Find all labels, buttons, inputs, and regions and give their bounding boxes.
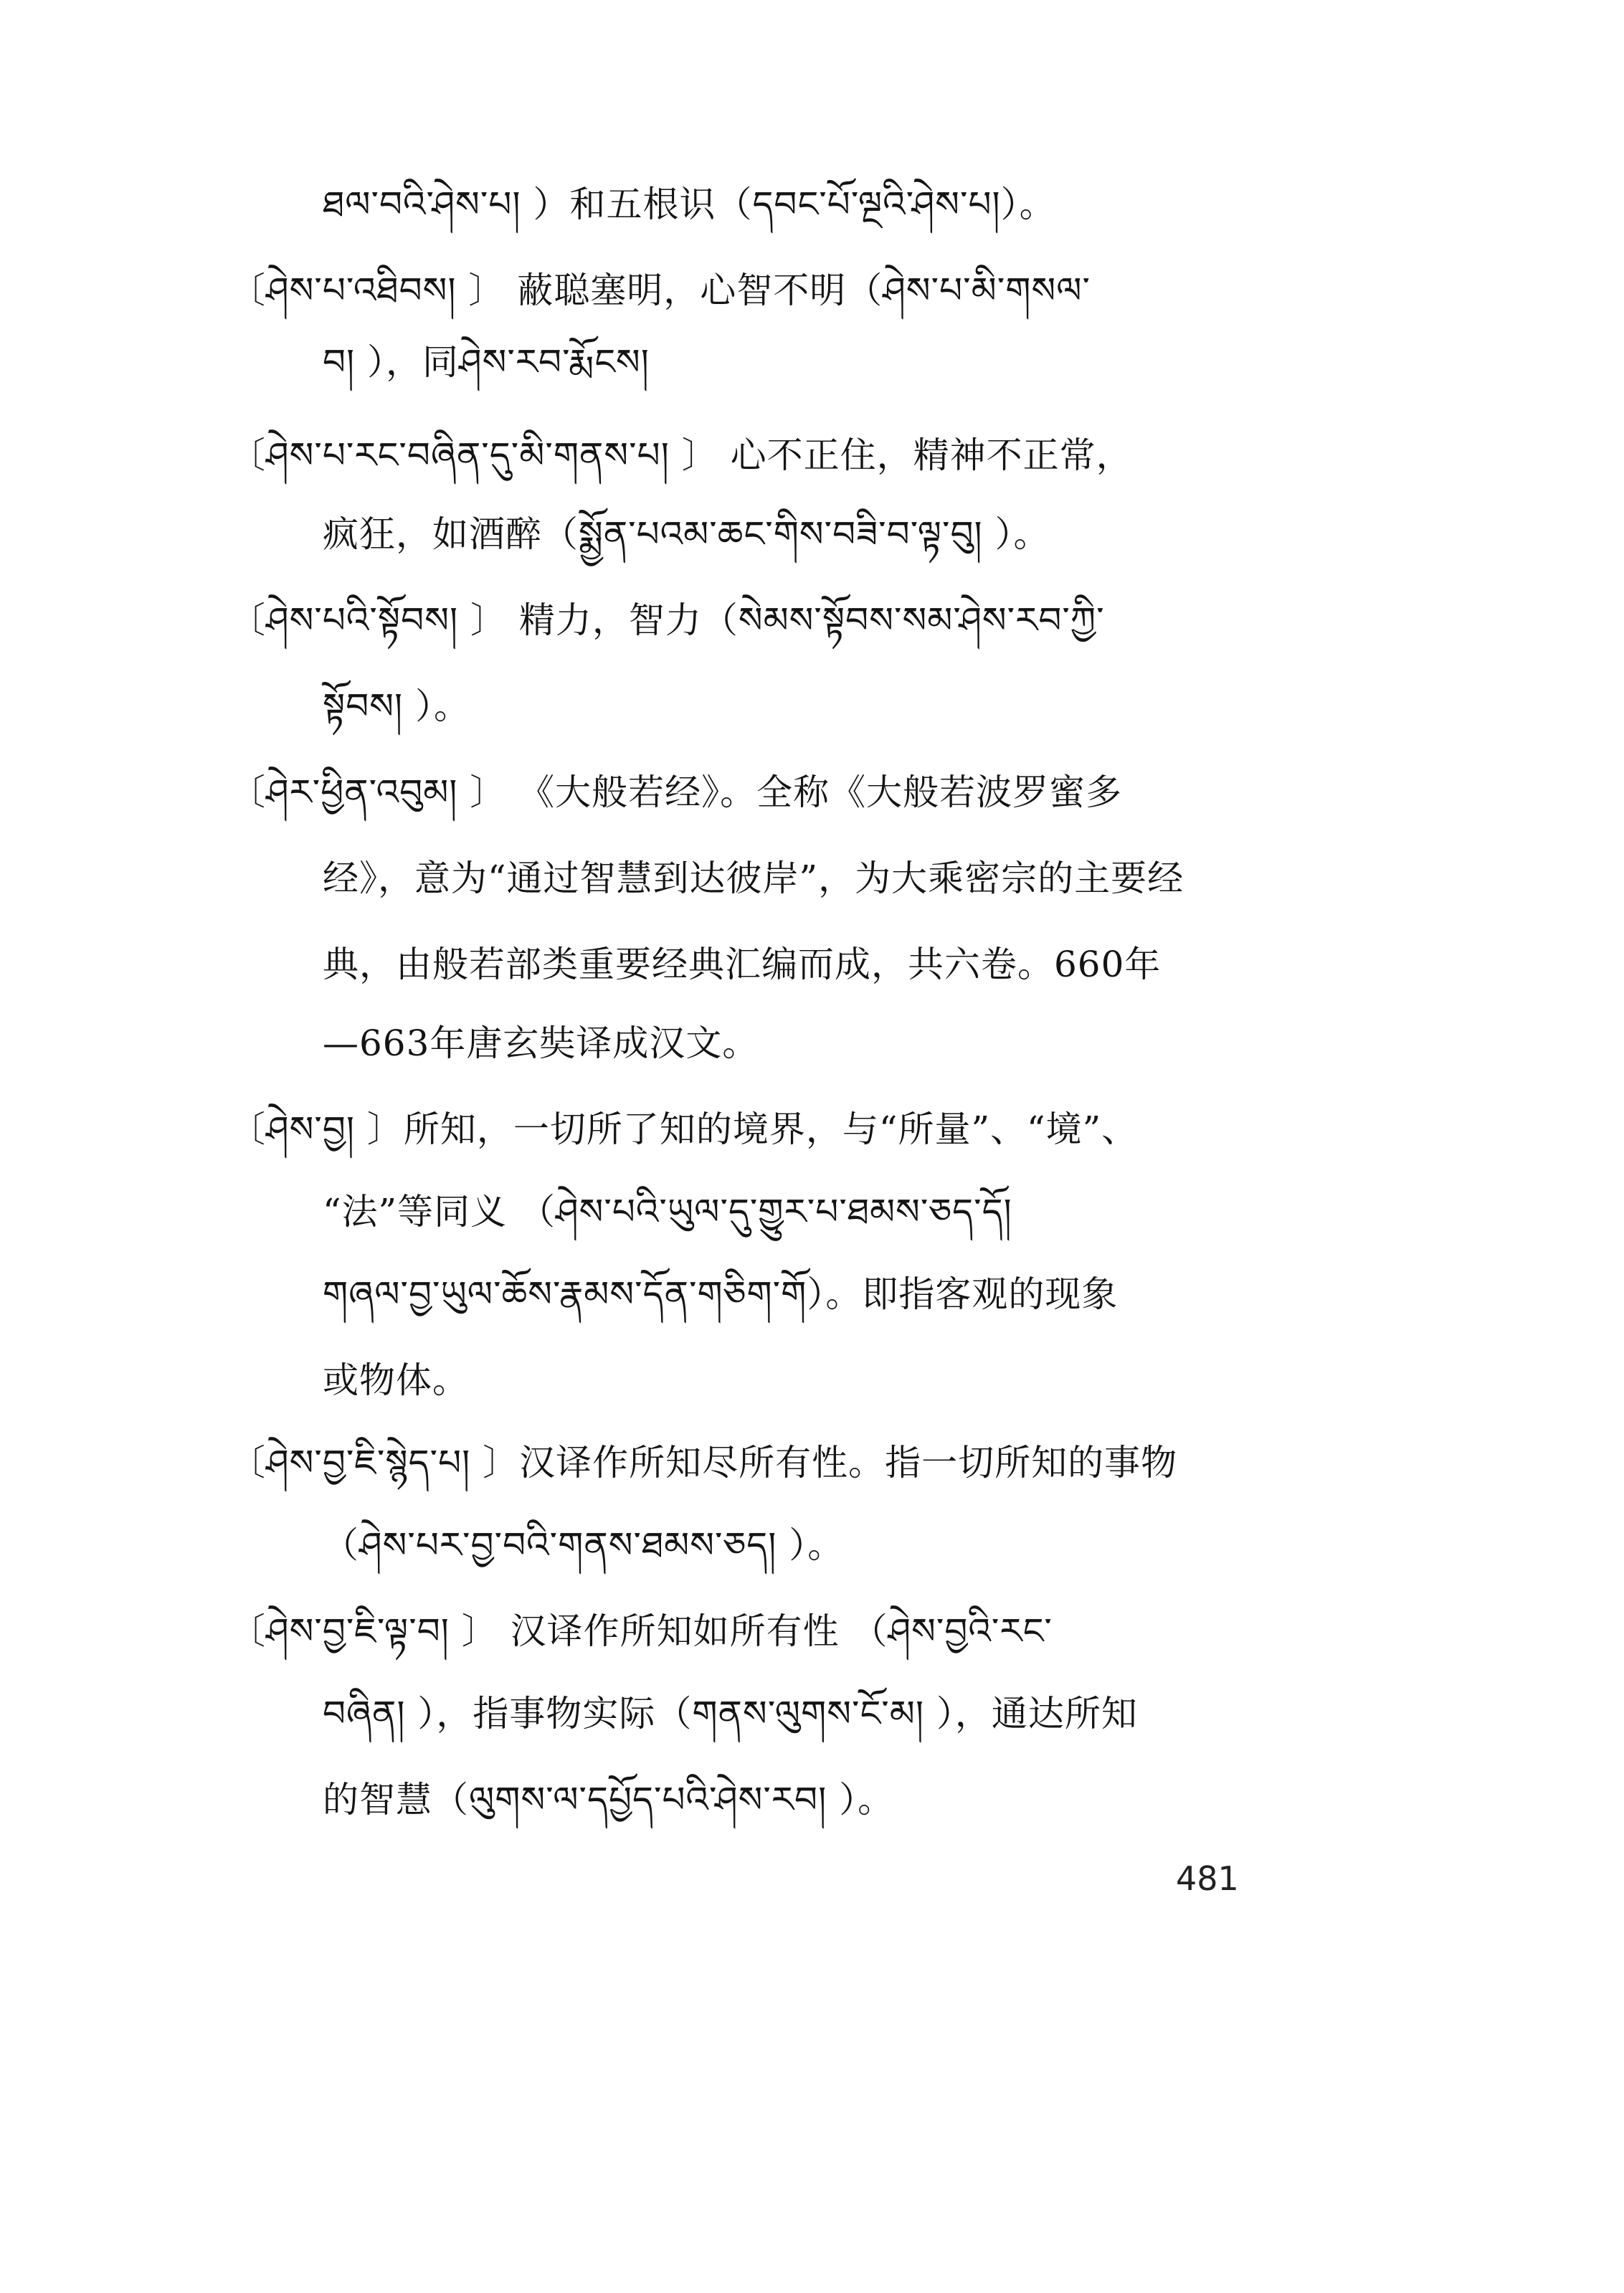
entry-headword-line: 〔ཤེས་བྱ་ཇི་ལྟ་བ། 〕 汉译作所知如所有性 （ཤེས་བྱའི་རང་ xyxy=(229,1610,1053,1652)
text-line: ཐལ་བའི་ཤེས་པ། ）和五根识（དབང་པོ་ལྔའི་ཤེས་པ།）。 xyxy=(323,184,1056,225)
text-line: 经》，意为“通过智慧到达彼岸”，为大乘密宗的主要经 xyxy=(323,858,1184,899)
text-line: 典，由般若部类重要经典汇编而成，共六卷。660年 xyxy=(323,944,1162,985)
text-line: གཞལ་བྱ་ཡུལ་ཆོས་རྣམས་དོན་གཅིག་གོ）。即指客观的现象 xyxy=(323,1273,1119,1315)
text-line: 疯狂，如酒醉（སྨྱོན་པའམ་ཆང་གིས་བཟི་བ་ལྟ་བུ། ）。 xyxy=(323,513,1050,555)
text-line: （ཤེས་པར་བྱ་བའི་གནས་ཐམས་ཅད། ）。 xyxy=(323,1524,845,1566)
text-line: “法”等同义 （ཤེས་པའི་ཡུལ་དུ་གྱུར་པ་ཐམས་ཅད་དོ། xyxy=(323,1191,1012,1233)
text-line: —663年唐玄奘译成汉文。 xyxy=(323,1022,759,1064)
entry-headword-line: 〔ཤེར་ཕྱིན་འབུམ། 〕 《大般若经》。全称《大般若波罗蜜多 xyxy=(229,772,1123,813)
page-number: 481 xyxy=(1176,1859,1239,1898)
entry-headword-line: 〔ཤེས་བྱ། 〕所知，一切所了知的境界，与“所量”、“境”、 xyxy=(229,1108,1139,1150)
text-line: སྟོབས། ）。 xyxy=(323,685,471,727)
entry-headword-line: 〔ཤེས་བྱ་ཇི་སྙེད་པ། 〕汉译作所知尽所有性。指一切所知的事物 xyxy=(229,1442,1178,1483)
text-line: 或物体。 xyxy=(323,1359,469,1401)
text-line: 的智慧（ལུགས་ལ་དཔྱོད་པའི་ཤེས་རབ། ）。 xyxy=(323,1779,895,1820)
text-line: བཞིན། ），指事物实际（གནས་ལུགས་ངོ་མ། ），通达所知 xyxy=(323,1693,1138,1734)
entry-headword-line: 〔ཤེས་པའི་སྟོབས། 〕 精力，智力（སེམས་སྟོབས་སམ་ཤེས་རབ་ཀྱི་ xyxy=(229,599,1105,641)
text-line: བ། ），同ཤེས་རབ་རྨོངས། xyxy=(323,341,650,383)
entry-headword-line: 〔ཤེས་པ་རང་བཞིན་དུ་མི་གནས་པ། 〕 心不正住，精神不正常， xyxy=(229,435,1133,476)
entry-headword-line: 〔ཤེས་པ་འཐིབས། 〕 蔽聪塞明，心智不明（ཤེས་པ་མི་གསལ་ xyxy=(229,270,1091,311)
